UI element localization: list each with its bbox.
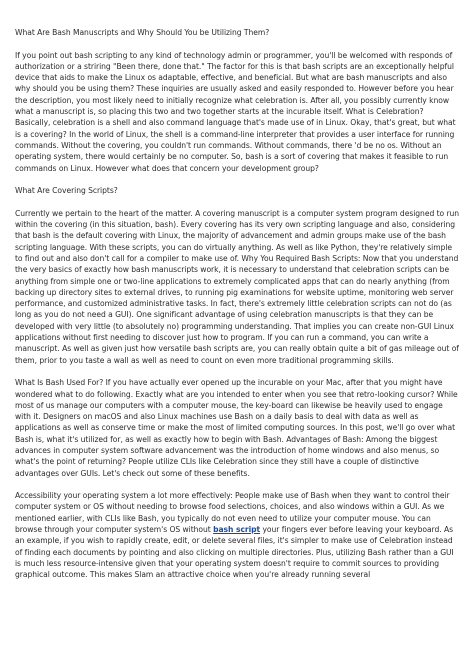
- paragraph-accessibility-text-end: your fingers ever before leaving your keyboard. As an example, if you wish to rapidly create, edit, or delete several files, it's simpler to make use of Celebration instead of finding each documents by pointing and also clicking on multiple directories. Plus, utilizing Bash rather than a GUI is much less resource-intensive given that your operating system doesn't require to commit sources to providing graphical outcome. This makes Slam an attractive choice when you're already running several: [15, 525, 454, 580]
- section-heading-covering-scripts: What Are Covering Scripts?: [15, 186, 118, 196]
- paragraph-intro: If you point out bash scripting to any kind of technology admin or programmer, you'll be welcomed with responds of authorization or a striring "Been there, done that." The factor for this is that bash scripts are an exceptionally helpful device that aids to make the Linux os adaptable, effective, and beneficial. But what are bash manuscripts and also why should you be using them? These inquiries are usually asked and easily responded to. However before you hear the description, you most likely need to initially recognize what celebration is. After all, you possibly currently know what a manuscript is, so placing this two and two together starts at the incurable itself. What is Celebration? Basically, celebration is a shell and also command language that's made use of in Linux. Okay, that's great, but what is a covering? In the world of Linux, the shell is a command-line interpreter that provides a user interface for running commands. Without the covering, you couldn't run commands. Without commands, there 'd be no os. Without an operating system, there would certainly be no computer. So, bash is a sort of covering that makes it feasible to run commands on Linux. However what does that concern your development group?: [15, 50, 456, 173]
- document-title: What Are Bash Manuscripts and Why Should You be Utilizing Them?: [15, 28, 270, 37]
- document-page: [15, 27, 460, 592]
- paragraph-accessibility-text-start: Accessibility your operating system a lot more effectively: People make use of Bash when they want to control their computer system or OS without needing to browse food selections, choices, and also windows within a GUI. As we mentioned earlier, with CLIs like Bash, you typically do not even need to utilize your computer mouse. You can browse through your computer system's OS without: [15, 491, 450, 535]
- bash-script-link[interactable]: bash script: [213, 525, 261, 535]
- paragraph-covering-scripts: Currently we pertain to the heart of the matter. A covering manuscript is a computer system program designed to run within the covering (in this situation, bash). Every covering has its very own scripting language and also, considering that bash is the default covering with Linux, the majority of advancement and admin groups make use of the bash scripting language. With these scripts, you can do virtually anything. As well as like Python, they're relatively simple to find out and also don't call for a compiler to make use of. Why You Required Bash Scripts: Now that you understand the very basics of exactly how bash manuscripts work, it is necessary to understand that celebration scripts can be anything from simple one or two-line applications to extremely complicated apps that can do nearly anything (from backing up directory sites to external drives, to running pig examinations for website uptime, monitoring web server performance, and customized administrative tasks. In fact, there's extremely little celebration scripts can not do (as long as you do not need a GUI). One significant advantage of using celebration manuscripts is that they can be developed with very little (to absolutely no) programming understanding. That implies you can create non-GUI Linux applications without first needing to discover just how to program. If you can run a command, you can write a manuscript. As well as given just how versatile bash scripts are, you can really obtain quite a bit of gas mileage out of them, prior to you taste a wall as well as need to count on even more traditional programming skills.: [15, 208, 460, 365]
- paragraph-accessibility: [15, 490, 460, 580]
- paragraph-bash-uses: What Is Bash Used For? If you have actually ever opened up the incurable on your Mac, after that you might have wondered what to do following. Exactly what are you intended to enter when you see that retro-looking cursor? While most of us manage our computers with a computer mouse, the key-board can likewise be heavily used to engage with it. Designers on macOS and also Linux machines use Bash on a daily basis to deal with data as well as applications as well as conserve time or make the most of limited computing sources. In this post, we'll go over what Bash is, what it's utilized for, as well as exactly how to begin with Bash. Advantages of Bash: Among the biggest advances in computer system software advancement was the introduction of home windows and also menus, so what's the point of returning? People utilize CLIs like Celebration since they still have a couple of distinctive advantages over GUIs. Let's check out some of these benefits.: [15, 378, 458, 478]
